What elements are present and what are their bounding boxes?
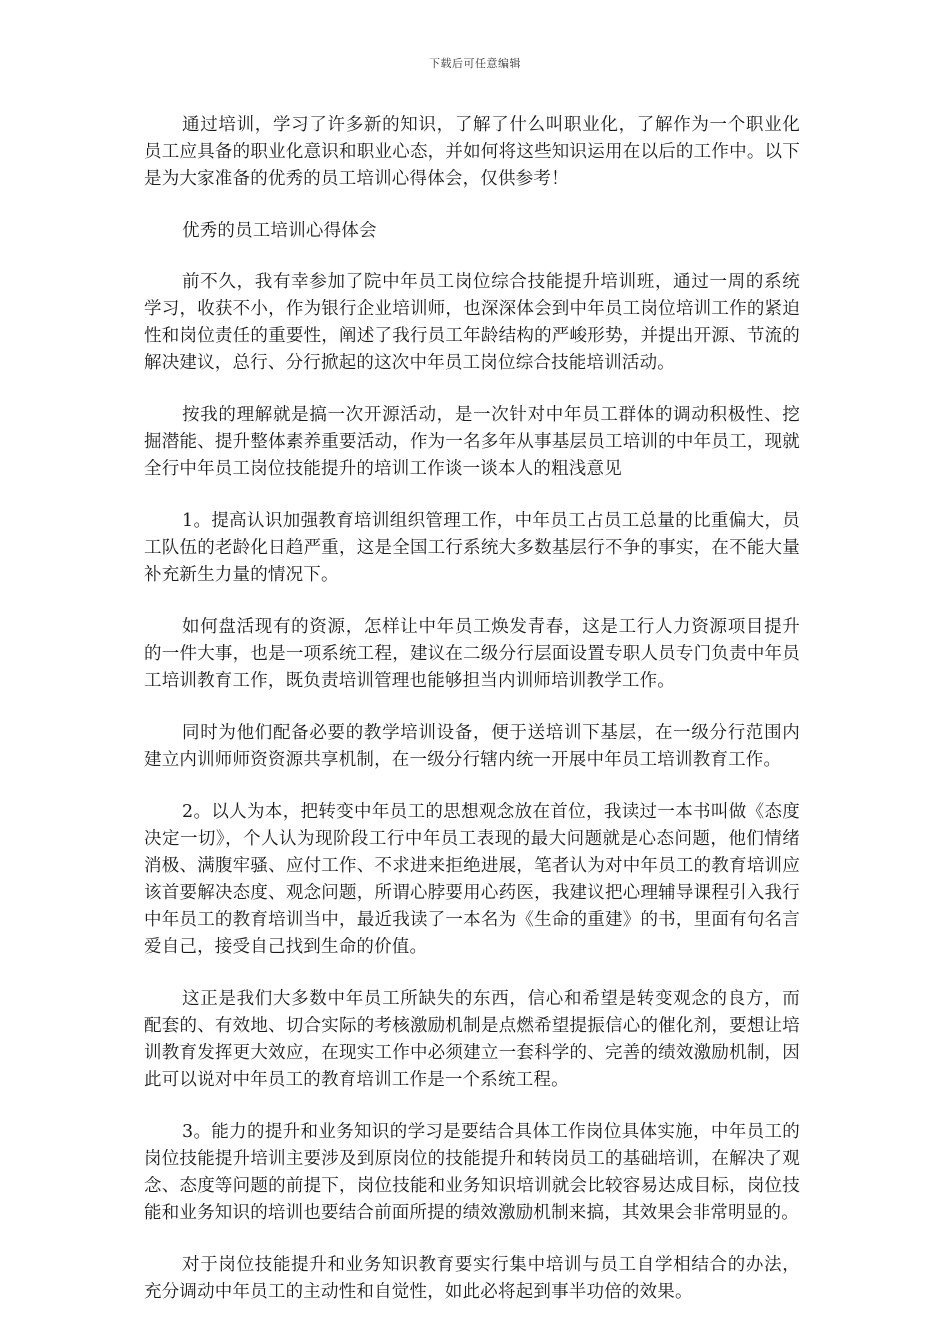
- body-paragraph: 这正是我们大多数中年员工所缺失的东西，信心和希望是转变观念的良方，而配套的、有效地、切合实际的考核激励机制是点燃希望提振信心的催化剂，要想让培训教育发挥更大效应，在现实工作中必须建立一套科学的、完善的绩效激励机制，因此可以说对中年员工的教育培训工作是一个系统工程。: [144, 989, 800, 1090]
- body-paragraph: 如何盘活现有的资源，怎样让中年员工焕发青春，这是工行人力资源项目提升的一件大事，也是一项系统工程，建议在二级分行层面设置专职人员专门负责中年员工培训教育工作，既负责培训管理也能够担当内训师培训教学工作。: [144, 617, 800, 691]
- body-paragraph: 按我的理解就是搞一次开源活动，是一次针对中年员工群体的调动积极性、挖掘潜能、提升整体素养重要活动，作为一名多年从事基层员工培训的中年员工，现就全行中年员工岗位技能提升的培训工作谈一谈本人的粗浅意见: [144, 405, 800, 479]
- numbered-paragraph-1: 1。提高认识加强教育培训组织管理工作，中年员工占员工总量的比重偏大，员工队伍的老龄化日趋严重，这是全国工行系统大多数基层行不争的事实，在不能大量补充新生力量的情况下。: [144, 511, 800, 585]
- section-title: 优秀的员工培训心得体会: [182, 221, 377, 241]
- body-paragraph: 前不久，我有幸参加了院中年员工岗位综合技能提升培训班，通过一周的系统学习，收获不小，作为银行企业培训师，也深深体会到中年员工岗位培训工作的紧迫性和岗位责任的重要性，阐述了我行员工年龄结构的严峻形势，并提出开源、节流的解决建议，总行、分行掀起的这次中年员工岗位综合技能培训活动。: [144, 272, 800, 373]
- numbered-paragraph-2: 2。以人为本，把转变中年员工的思想观念放在首位，我读过一本书叫做《态度决定一切》，个人认为现阶段工行中年员工表现的最大问题就是心态问题，他们情绪消极、满腹牢骚、应付工作、不求进来拒绝进展，笔者认为对中年员工的教育培训应该首要解决态度、观念问题，所谓心脖要用心药医，我建议把心理辅导课程引入我行中年员工的教育培训当中，最近我读了一本名为《生命的重建》的书，里面有句名言爱自己，接受自己找到生命的价值。: [144, 802, 800, 957]
- header-note: 下载后可任意编辑: [429, 57, 521, 70]
- document-body: [144, 112, 800, 1331]
- numbered-paragraph-3: 3。能力的提升和业务知识的学习是要结合具体工作岗位具体实施，中年员工的岗位技能提升培训主要涉及到原岗位的技能提升和转岗员工的基础培训，在解决了观念、态度等问题的前提下，岗位技能和业务知识培训就会比较容易达成目标，岗位技能和业务知识的培训也要结合前面所提的绩效激励机制来搞，其效果会非常明显的。: [144, 1122, 800, 1223]
- intro-paragraph: 通过培训，学习了许多新的知识，了解了什么叫职业化，了解作为一个职业化员工应具备的职业化意识和职业心态，并如何将这些知识运用在以后的工作中。以下是为大家准备的优秀的员工培训心得体会，仅供参考！: [144, 115, 800, 189]
- body-paragraph: 同时为他们配备必要的教学培训设备，便于送培训下基层，在一级分行范围内建立内训师师资资源共享机制，在一级分行辖内统一开展中年员工培训教育工作。: [144, 723, 800, 770]
- closing-paragraph: 对于岗位技能提升和业务知识教育要实行集中培训与员工自学相结合的办法，充分调动中年员工的主动性和自觉性，如此必将起到事半功倍的效果。: [144, 1255, 800, 1302]
